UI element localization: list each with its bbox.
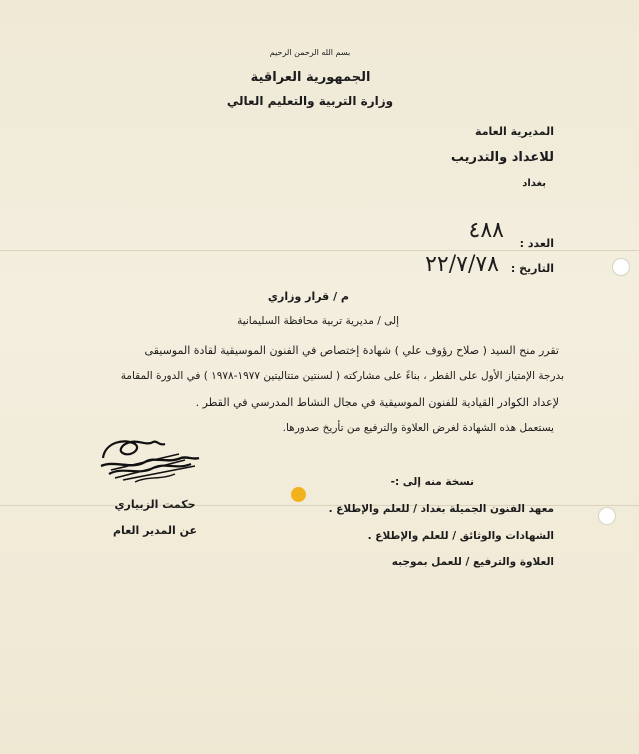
copy-recipient-2: الشهادات والوثائق / للعلم والإطلاع .	[367, 530, 554, 542]
subject-line: م / قرار وزاري	[267, 290, 349, 303]
body-paragraph-4: يستعمل هذه الشهادة لغرض العلاوة والترفيع من تأريخ صدورها.	[282, 422, 554, 434]
punch-hole	[598, 507, 616, 525]
basmala: بسم الله الرحمن الرحيم	[269, 48, 351, 57]
signer-name: حكمت الزبياري	[114, 498, 196, 511]
paper-fold-line	[0, 250, 639, 251]
date-value: ٢٢/٧/٧٨	[425, 252, 499, 277]
department-line-2: للاعداد والتدريب	[450, 150, 554, 165]
copies-header: نسخة منه إلى :-	[390, 476, 474, 488]
date-label: التاريخ :	[510, 262, 554, 275]
ministry-title: وزارة التربية والتعليم العالي	[226, 94, 394, 108]
department-line-1: المديرية العامة	[475, 125, 554, 138]
department-line-3: بغداد	[522, 178, 546, 189]
body-paragraph-1: تقرر منح السيد ( صلاح رؤوف علي ) شهادة إختصاص في الفنون الموسيقية لقادة الموسيقى	[144, 344, 559, 357]
number-value: ٤٨٨	[468, 218, 504, 243]
signer-title: عن المدير العام	[113, 524, 197, 537]
copy-recipient-3: العلاوة والترفيع / للعمل بموجبه	[391, 556, 554, 568]
recipient-line: إلى / مديرية تربية محافظة السليمانية	[237, 315, 399, 327]
punch-hole	[612, 258, 630, 276]
handwritten-signature	[95, 430, 205, 490]
yellow-dot-sticker	[291, 487, 306, 502]
body-paragraph-3: لإعداد الكوادر القيادية للفنون الموسيقية في مجال النشاط المدرسي في القطر .	[195, 396, 559, 409]
copy-recipient-1: معهد الفنون الجميلة بغداد / للعلم والإطلاع .	[328, 503, 554, 515]
number-label: العدد :	[519, 237, 554, 250]
republic-title: الجمهورية العراقية	[250, 70, 371, 85]
body-paragraph-2: بدرجة الإمتياز الأول على القطر ، بناءً على مشاركته ( لسنتين متتاليتين ١٩٧٧-١٩٧٨ ) في الدورة المقامة	[120, 370, 564, 382]
